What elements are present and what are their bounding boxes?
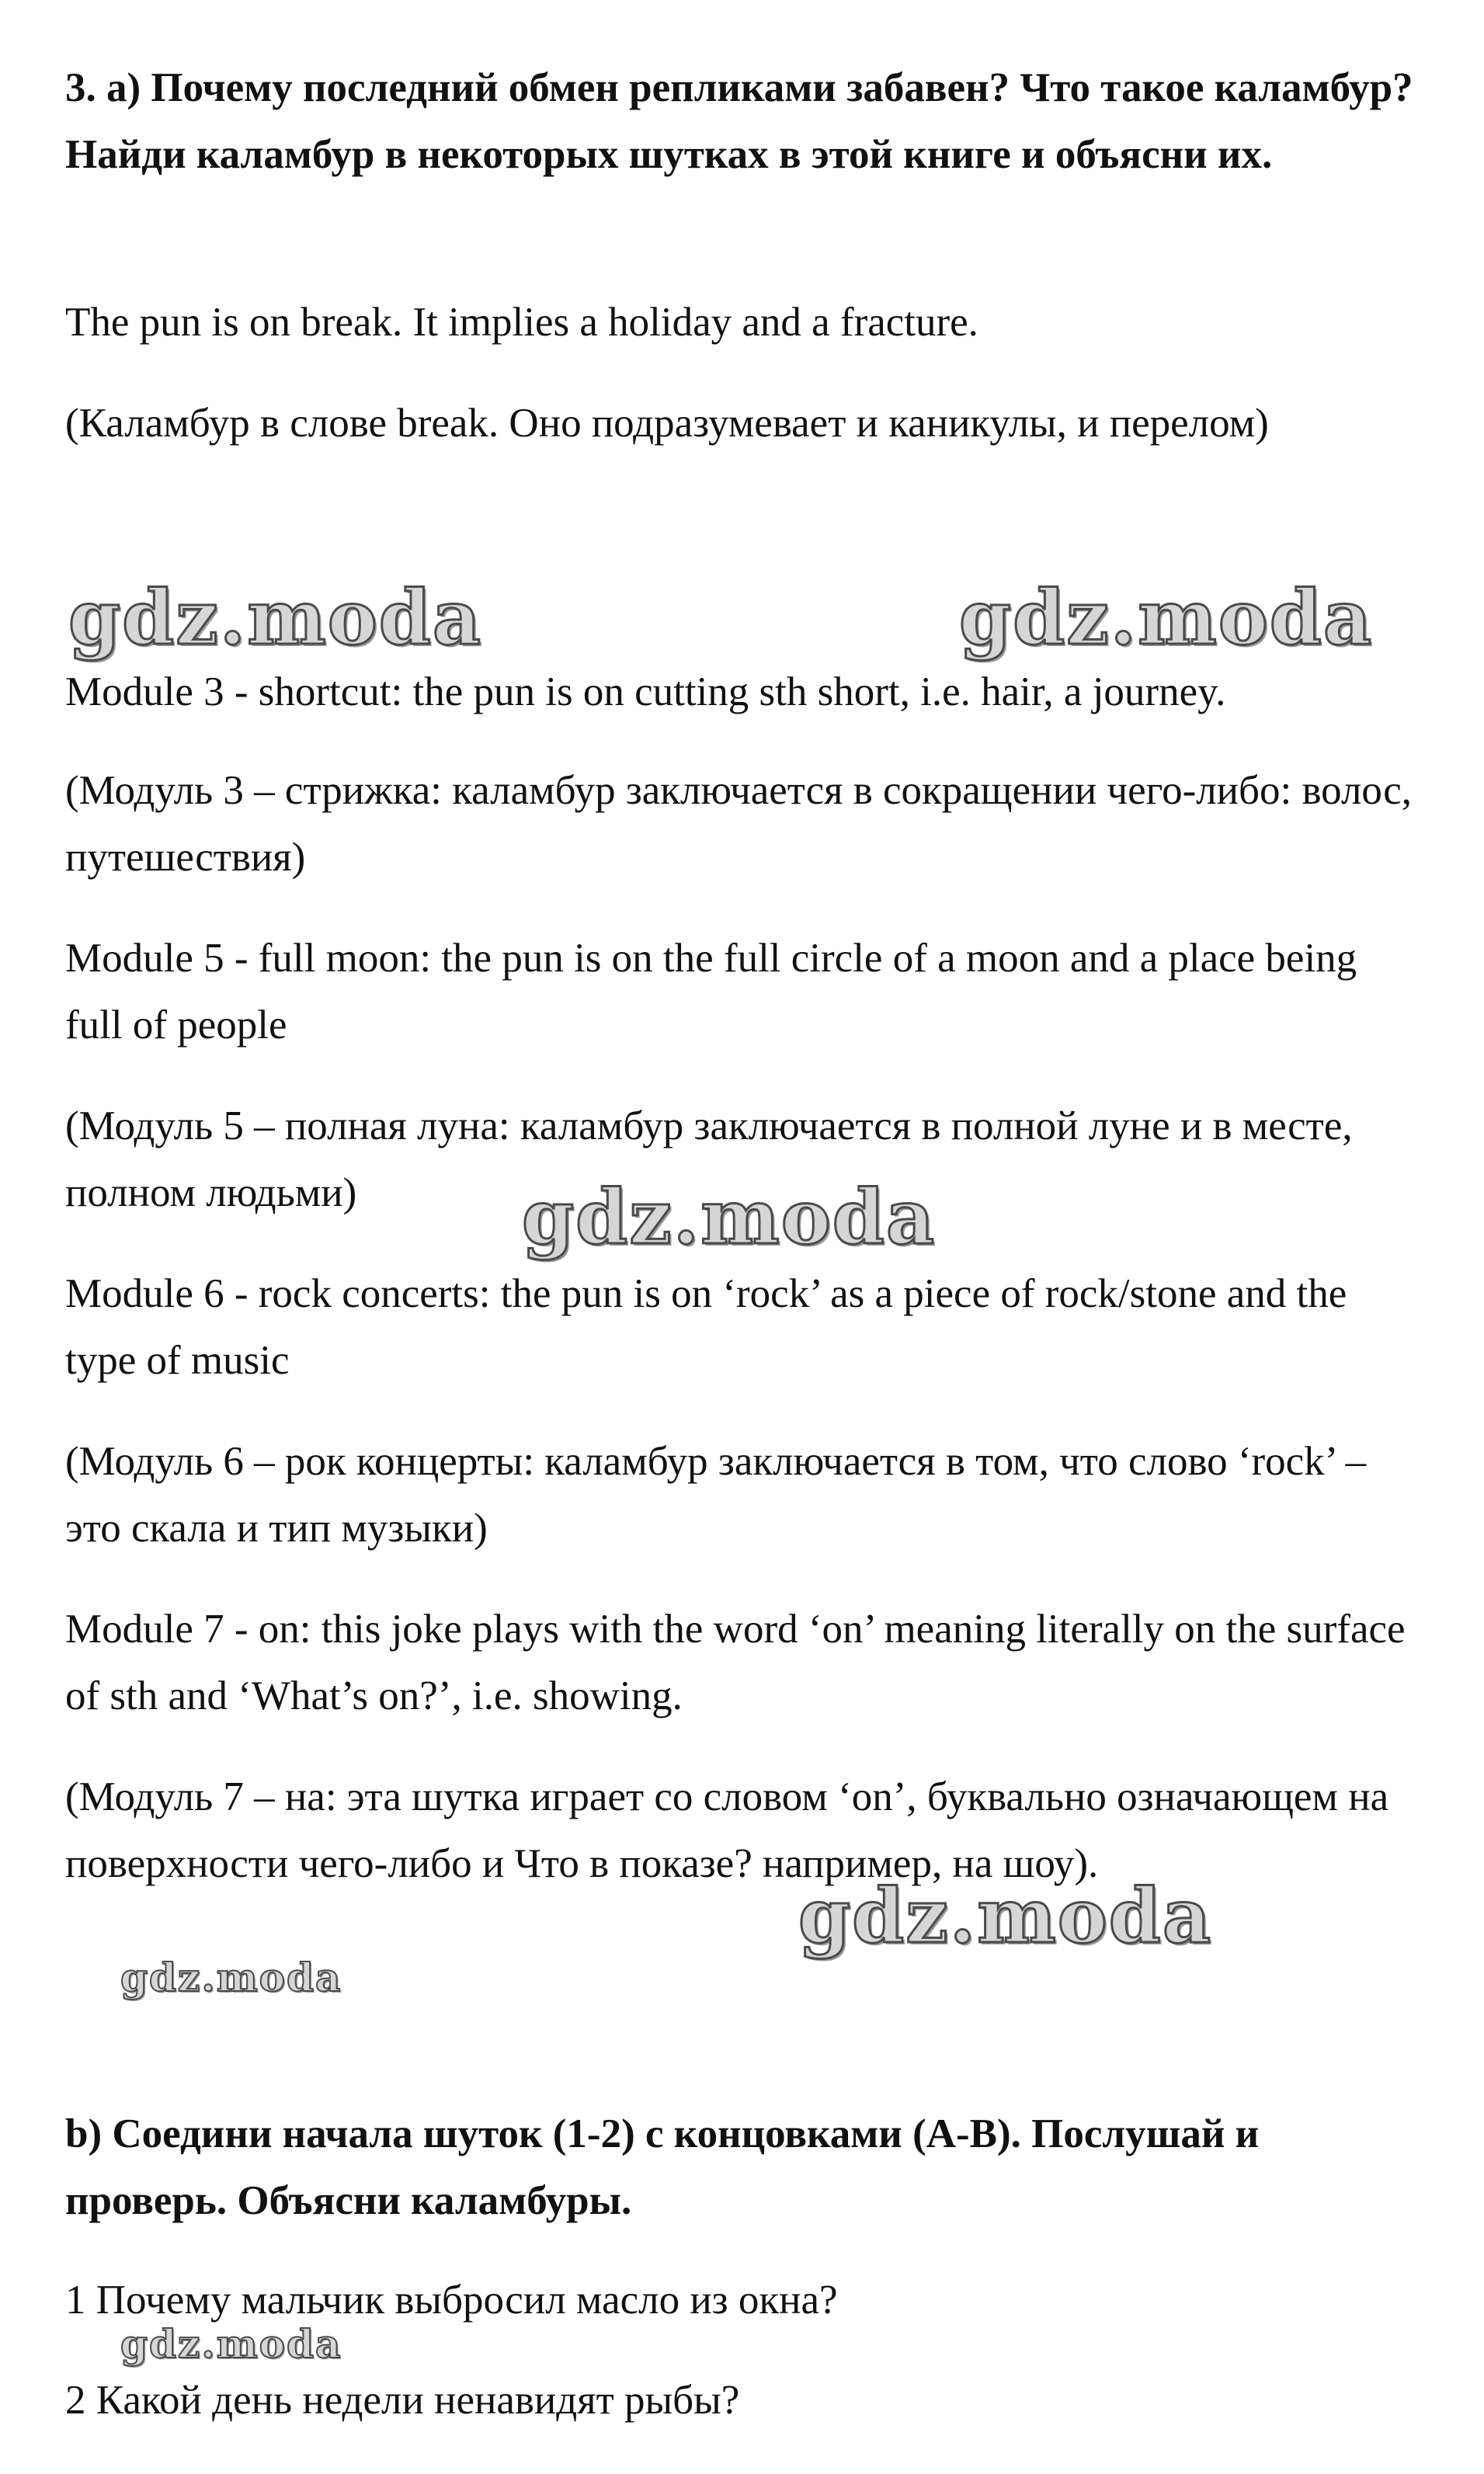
module5-en: Module 5 - full moon: the pun is on the full circle of a moon and a place being full of people <box>65 936 1368 1048</box>
task-a-heading: 3. a) Почему последний обмен репликами забавен? Что такое каламбур? Найди каламбур в некоторых шутках в этой книге и объясни их. <box>65 65 1423 177</box>
task-b-item-2: 2 Какой день недели ненавидят рыбы? <box>65 2378 740 2423</box>
answer-en: The pun is on break. It implies a holiday and a fracture. <box>65 300 978 345</box>
module7-en: Module 7 - on: this joke plays with the word ‘on’ meaning literally on the surface of sth and ‘What’s on?’, i.e. showing. <box>65 1607 1416 1718</box>
watermark: gdz.moda <box>120 2321 342 2367</box>
watermark: gdz.moda <box>120 1955 342 2000</box>
watermark: gdz.moda <box>798 1872 1213 1960</box>
module3-ru: (Модуль 3 – стрижка: каламбур заключается в сокращении чего-либо: волос, путешествия) <box>65 768 1423 880</box>
watermark: gdz.moda <box>522 1173 937 1261</box>
module5-ru: (Модуль 5 – полная луна: каламбур заключается в полной луне и в месте, полном людьми) <box>65 1103 1363 1215</box>
module6-en: Module 6 - rock concerts: the pun is on ‘rock’ as a piece of rock/stone and the type of music <box>65 1271 1357 1383</box>
task-b-heading: b) Соедини начала шуток (1-2) с концовками (A-B). Послушай и проверь. Объясни каламбуры. <box>65 2111 1270 2223</box>
watermark: gdz.moda <box>68 574 483 662</box>
module3-en: Module 3 - shortcut: the pun is on cutting sth short, i.e. hair, a journey. <box>65 669 1226 714</box>
module6-ru: (Модуль 6 – рок концерты: каламбур заключается в том, что слово ‘rock’ – это скала и тип музыки) <box>65 1439 1377 1551</box>
task-b-item-1: 1 Почему мальчик выбросил масло из окна? <box>65 2278 838 2323</box>
watermark: gdz.moda <box>959 574 1374 662</box>
module7-ru: (Модуль 7 – на: эта шутка играет со словом ‘on’, буквально означающем на поверхности чего-либо и Что в показе? например, на шоу). <box>65 1774 1399 1886</box>
answer-ru: (Каламбур в слове break. Оно подразумевает и каникулы, и перелом) <box>65 401 1269 446</box>
